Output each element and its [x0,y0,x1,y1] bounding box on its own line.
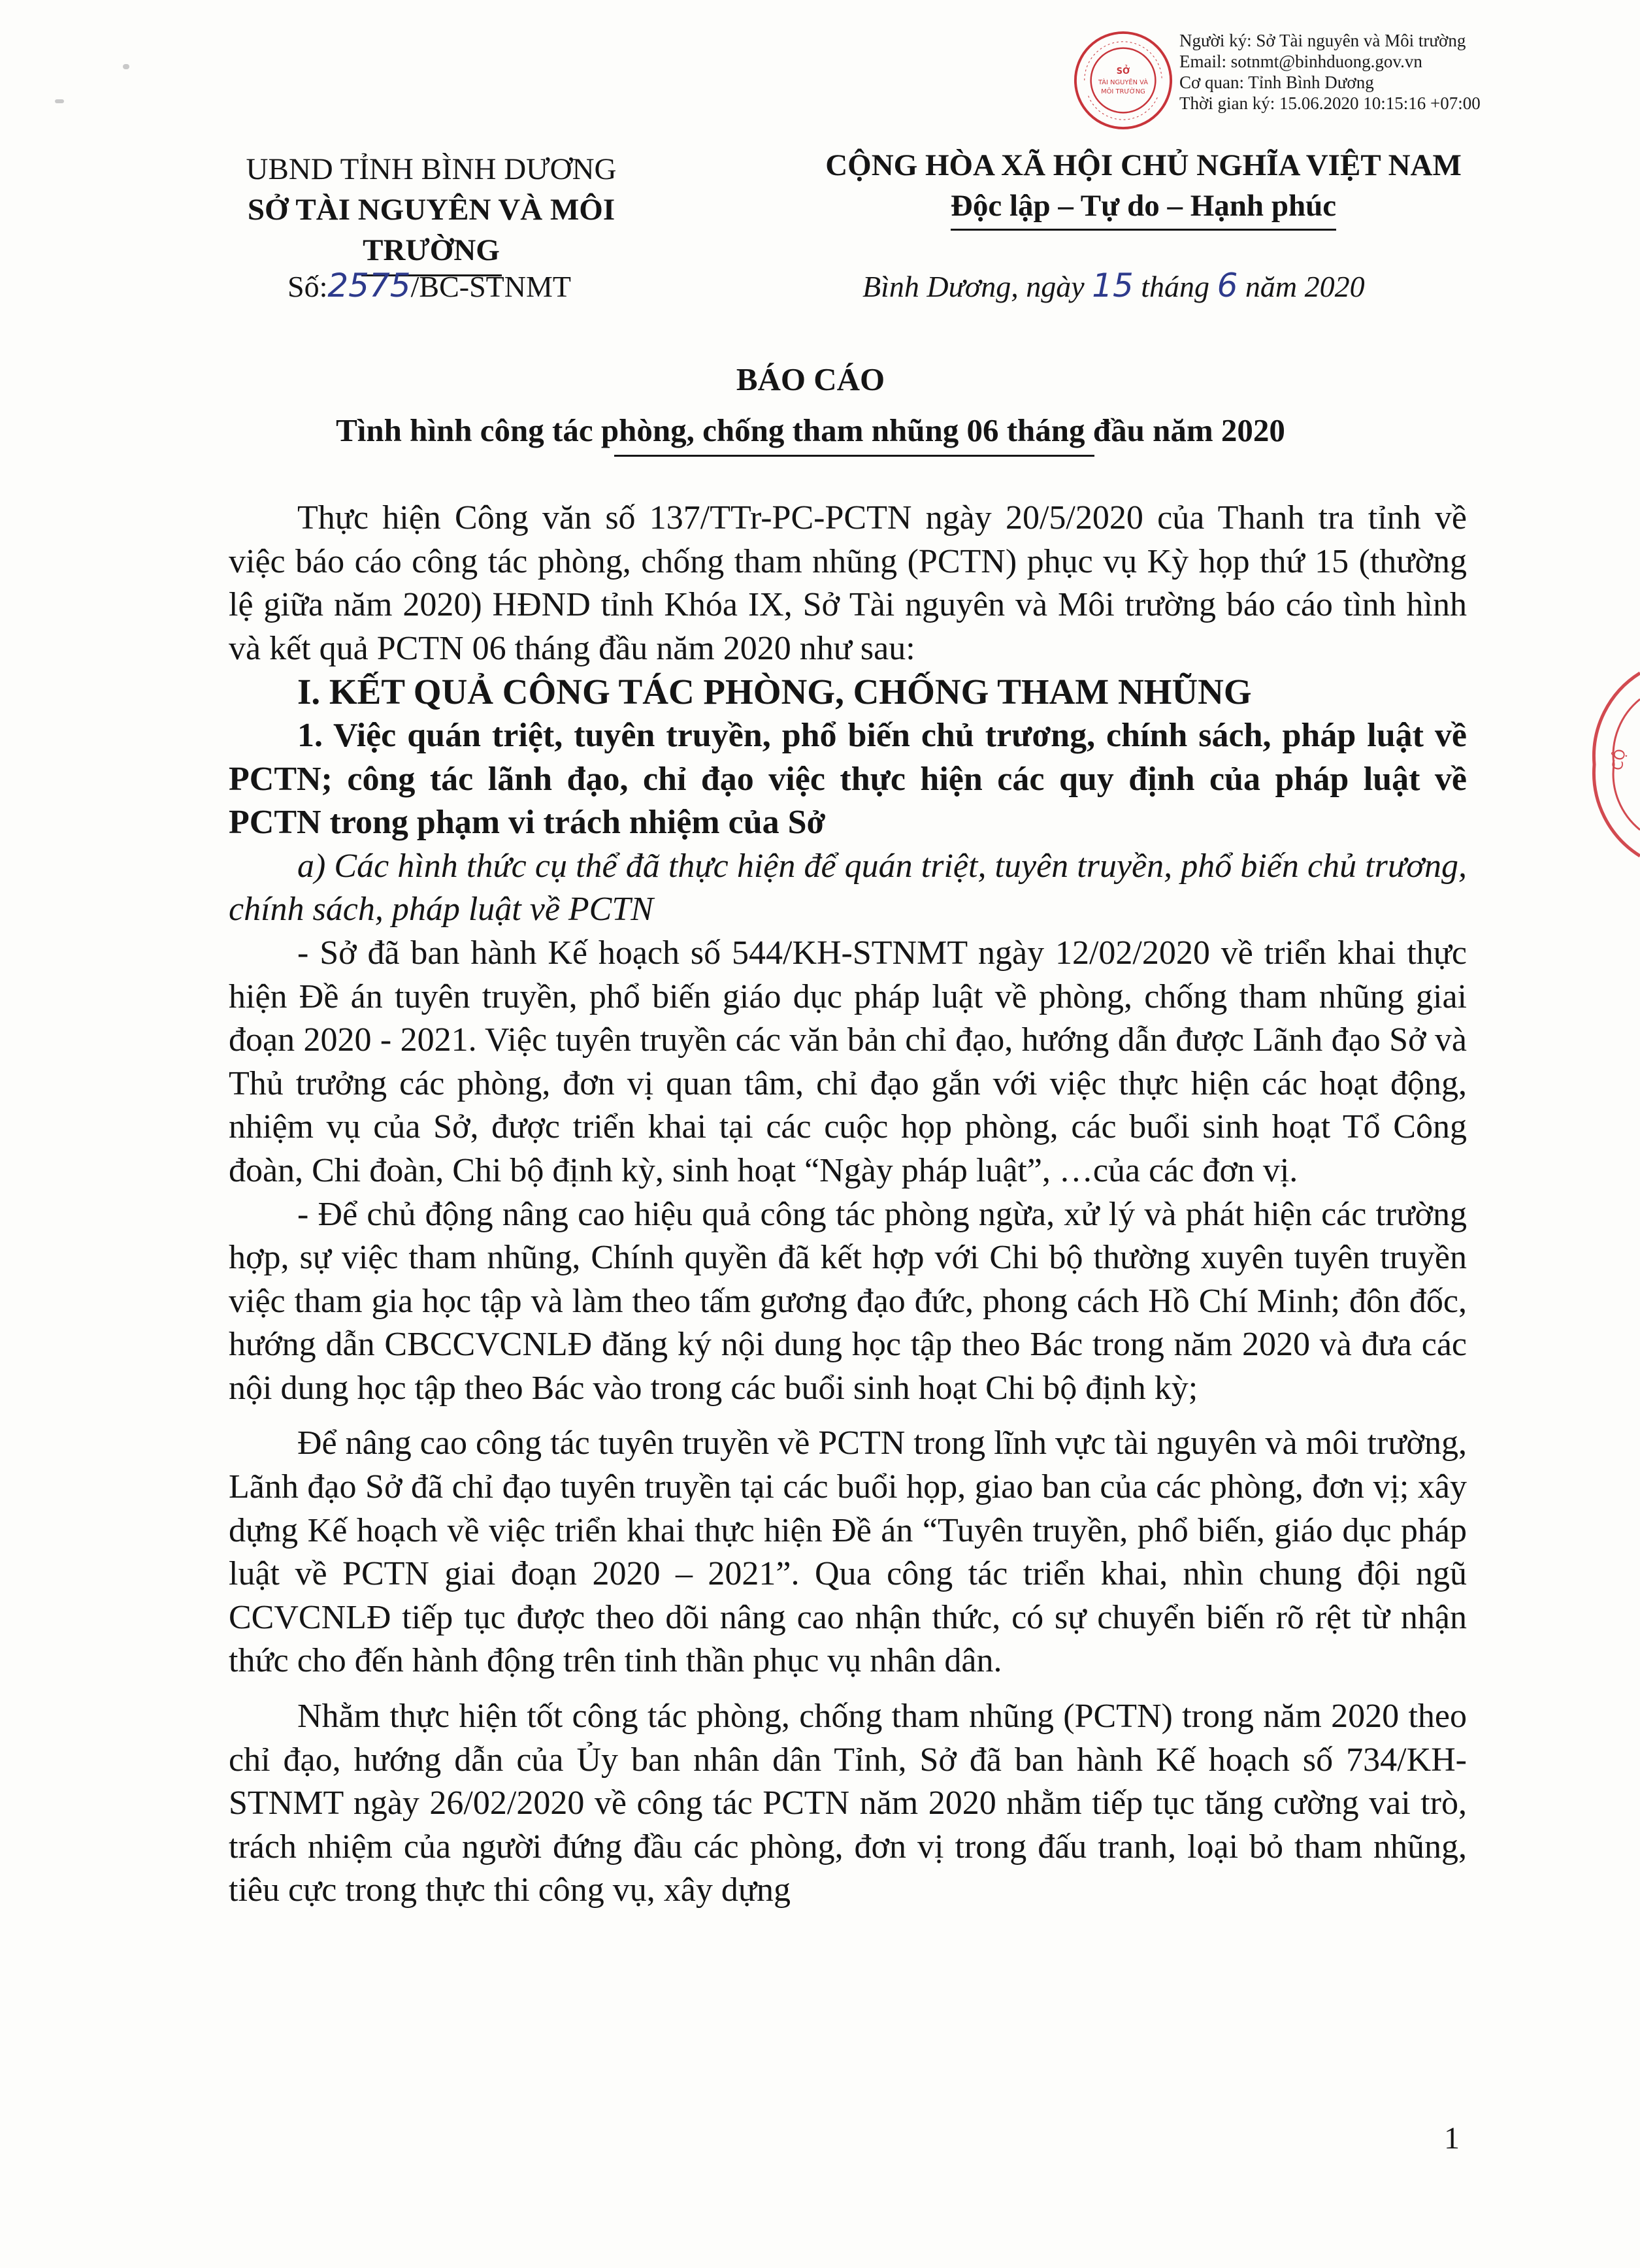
svg-text:CỘ: CỘ [1609,748,1630,772]
date-month-label: tháng [1141,270,1210,303]
sign-time-line: Thời gian ký: 15.06.2020 10:15:16 +07:00 [1179,93,1481,113]
section-heading-1: I. KẾT QUẢ CÔNG TÁC PHÒNG, CHỐNG THAM NHŨNG [297,672,1252,712]
nation-line-1: CỘNG HÒA XÃ HỘI CHỦ NGHĨA VIỆT NAM [825,148,1462,182]
org-line-1: UBND TỈNH BÌNH DƯƠNG [246,152,617,186]
scan-mark [123,64,129,69]
paragraph-2: - Để chủ động nâng cao hiệu quả công tác phòng ngừa, xử lý và phát hiện các trường hợp, sự việc tham nhũng, Chính quyền đã kết hợp với Chi bộ thường xuyên tuyên truyền việc tham gia học tập và làm theo tấm gương đạo đức, phong cách Hồ Chí Minh; đôn đốc, hướng dẫn CBCCVCNLĐ đăng ký nội dung học tập theo Bác trong năm 2020 và đưa các nội dung học tập theo Bác vào trong các buổi sinh hoạt Chi bộ định kỳ; [229,1195,1467,1407]
signer-line: Người ký: Sở Tài nguyên và Môi trường [1179,31,1466,50]
handwritten-month: 6 [1217,267,1238,304]
subtitle-text: Tình hình công tác phòng, chống tham nhũng 06 tháng đầu năm 2020 [336,412,1285,448]
national-motto [774,145,1513,231]
svg-text:MÔI TRƯỜNG: MÔI TRƯỜNG [1101,88,1145,95]
handwritten-number: 2575 [327,267,411,304]
paragraph-4: Nhằm thực hiện tốt công tác phòng, chống tham nhũng (PCTN) trong năm 2020 theo chỉ đạo, hướng dẫn của Ủy ban nhân dân Tỉnh, Sở đã ban hành Kế hoạch số 734/KH-STNMT ngày 26/02/2020 về công tác PCTN năm 2020 nhằm tiếp tục tăng cường vai trò, trách nhiệm của người đứng đầu các phòng, đơn vị trong đấu tranh, loại bỏ tham nhũng, tiêu cực trong thực thi công vụ, xây dựng [229,1698,1467,1909]
issuing-organization [222,149,640,276]
item-heading-1: 1. Việc quán triệt, tuyên truyền, phổ biến chủ trương, chính sách, pháp luật về PCTN; công tác lãnh đạo, chỉ đạo việc thực hiện các quy định của pháp luật về PCTN trong phạm vi trách nhiệm của Sở [229,716,1467,842]
scan-mark [55,99,64,103]
number-prefix: Số: [287,270,328,303]
intro-paragraph: Thực hiện Công văn số 137/TTr-PC-PCTN ngày 20/5/2020 của Thanh tra tỉnh về việc báo cáo công tác phòng, chống tham nhũng (PCTN) phục vụ Kỳ họp thứ 15 (thường lệ giữa năm 2020) HĐND tỉnh Khóa IX, Sở Tài nguyên và Môi trường báo cáo tình hình và kết quả PCTN 06 tháng đầu năm 2020 như sau: [229,499,1467,667]
official-seal-icon [1072,29,1175,132]
page-number: 1 [1444,2121,1460,2156]
item-heading-1a: a) Các hình thức cụ thể đã thực hiện để quán triệt, tuyên truyền, phổ biến chủ trương, chính sách, pháp luật về PCTN [229,847,1467,929]
email-line: Email: sotnmt@binhduong.gov.vn [1179,52,1422,71]
document-title: BÁO CÁO [736,361,885,397]
document-number [287,267,571,304]
svg-text:TÀI NGUYÊN VÀ: TÀI NGUYÊN VÀ [1098,78,1148,86]
document-subtitle [0,412,1621,449]
handwritten-day: 15 [1092,267,1134,304]
number-suffix: /BC-STNMT [410,270,571,303]
report-body [229,497,1467,1913]
agency-line: Cơ quan: Tỉnh Bình Dương [1179,73,1374,92]
date-place: Bình Dương, ngày [862,270,1085,303]
paragraph-3: Để nâng cao công tác tuyên truyền về PCTN trong lĩnh vực tài nguyên và môi trường, Lãnh đạo Sở đã chỉ đạo tuyên truyền tại các buổi họp, giao ban của các phòng, đơn vị; xây dựng Kế hoạch về việc triển khai thực hiện Đề án “Tuyên truyền, phổ biến, giáo dục pháp luật về PCTN giai đoạn 2020 – 2021”. Qua công tác triển khai, nhìn chung đội ngũ CCVCNLĐ tiếp tục được theo dõi nâng cao nhận thức, có sự chuyển biến rõ rệt từ nhận thức cho đến hành động trên tinh thần phục vụ nhân dân. [229,1424,1467,1680]
nation-line-2: Độc lập – Tự do – Hạnh phúc [951,186,1336,231]
date-year: năm 2020 [1245,270,1365,303]
subtitle-underline [614,455,1094,457]
paragraph-1: - Sở đã ban hành Kế hoạch số 544/KH-STNMT ngày 12/02/2020 về triển khai thực hiện Đề án tuyên truyền, phổ biến giáo dục pháp luật về phòng, chống tham nhũng giai đoạn 2020 - 2021. Việc tuyên truyền các văn bản chỉ đạo, hướng dẫn được Lãnh đạo Sở và Thủ trưởng các phòng, đơn vị quan tâm, chỉ đạo gắn với việc thực hiện các hoạt động, nhiệm vụ của Sở, được triển khai tại các cuộc họp phòng, các buổi sinh hoạt Tổ Công đoàn, Chi đoàn, Chi bộ định kỳ, sinh hoạt “Ngày pháp luật”, …của các đơn vị. [229,934,1467,1189]
document-date [862,267,1365,304]
svg-text:SỞ: SỞ [1116,67,1130,77]
partial-seal-icon [1581,666,1640,863]
digital-signature-info [1179,30,1481,114]
org-line-2: SỞ TÀI NGUYÊN VÀ MÔI TRƯỜNG [247,193,615,267]
